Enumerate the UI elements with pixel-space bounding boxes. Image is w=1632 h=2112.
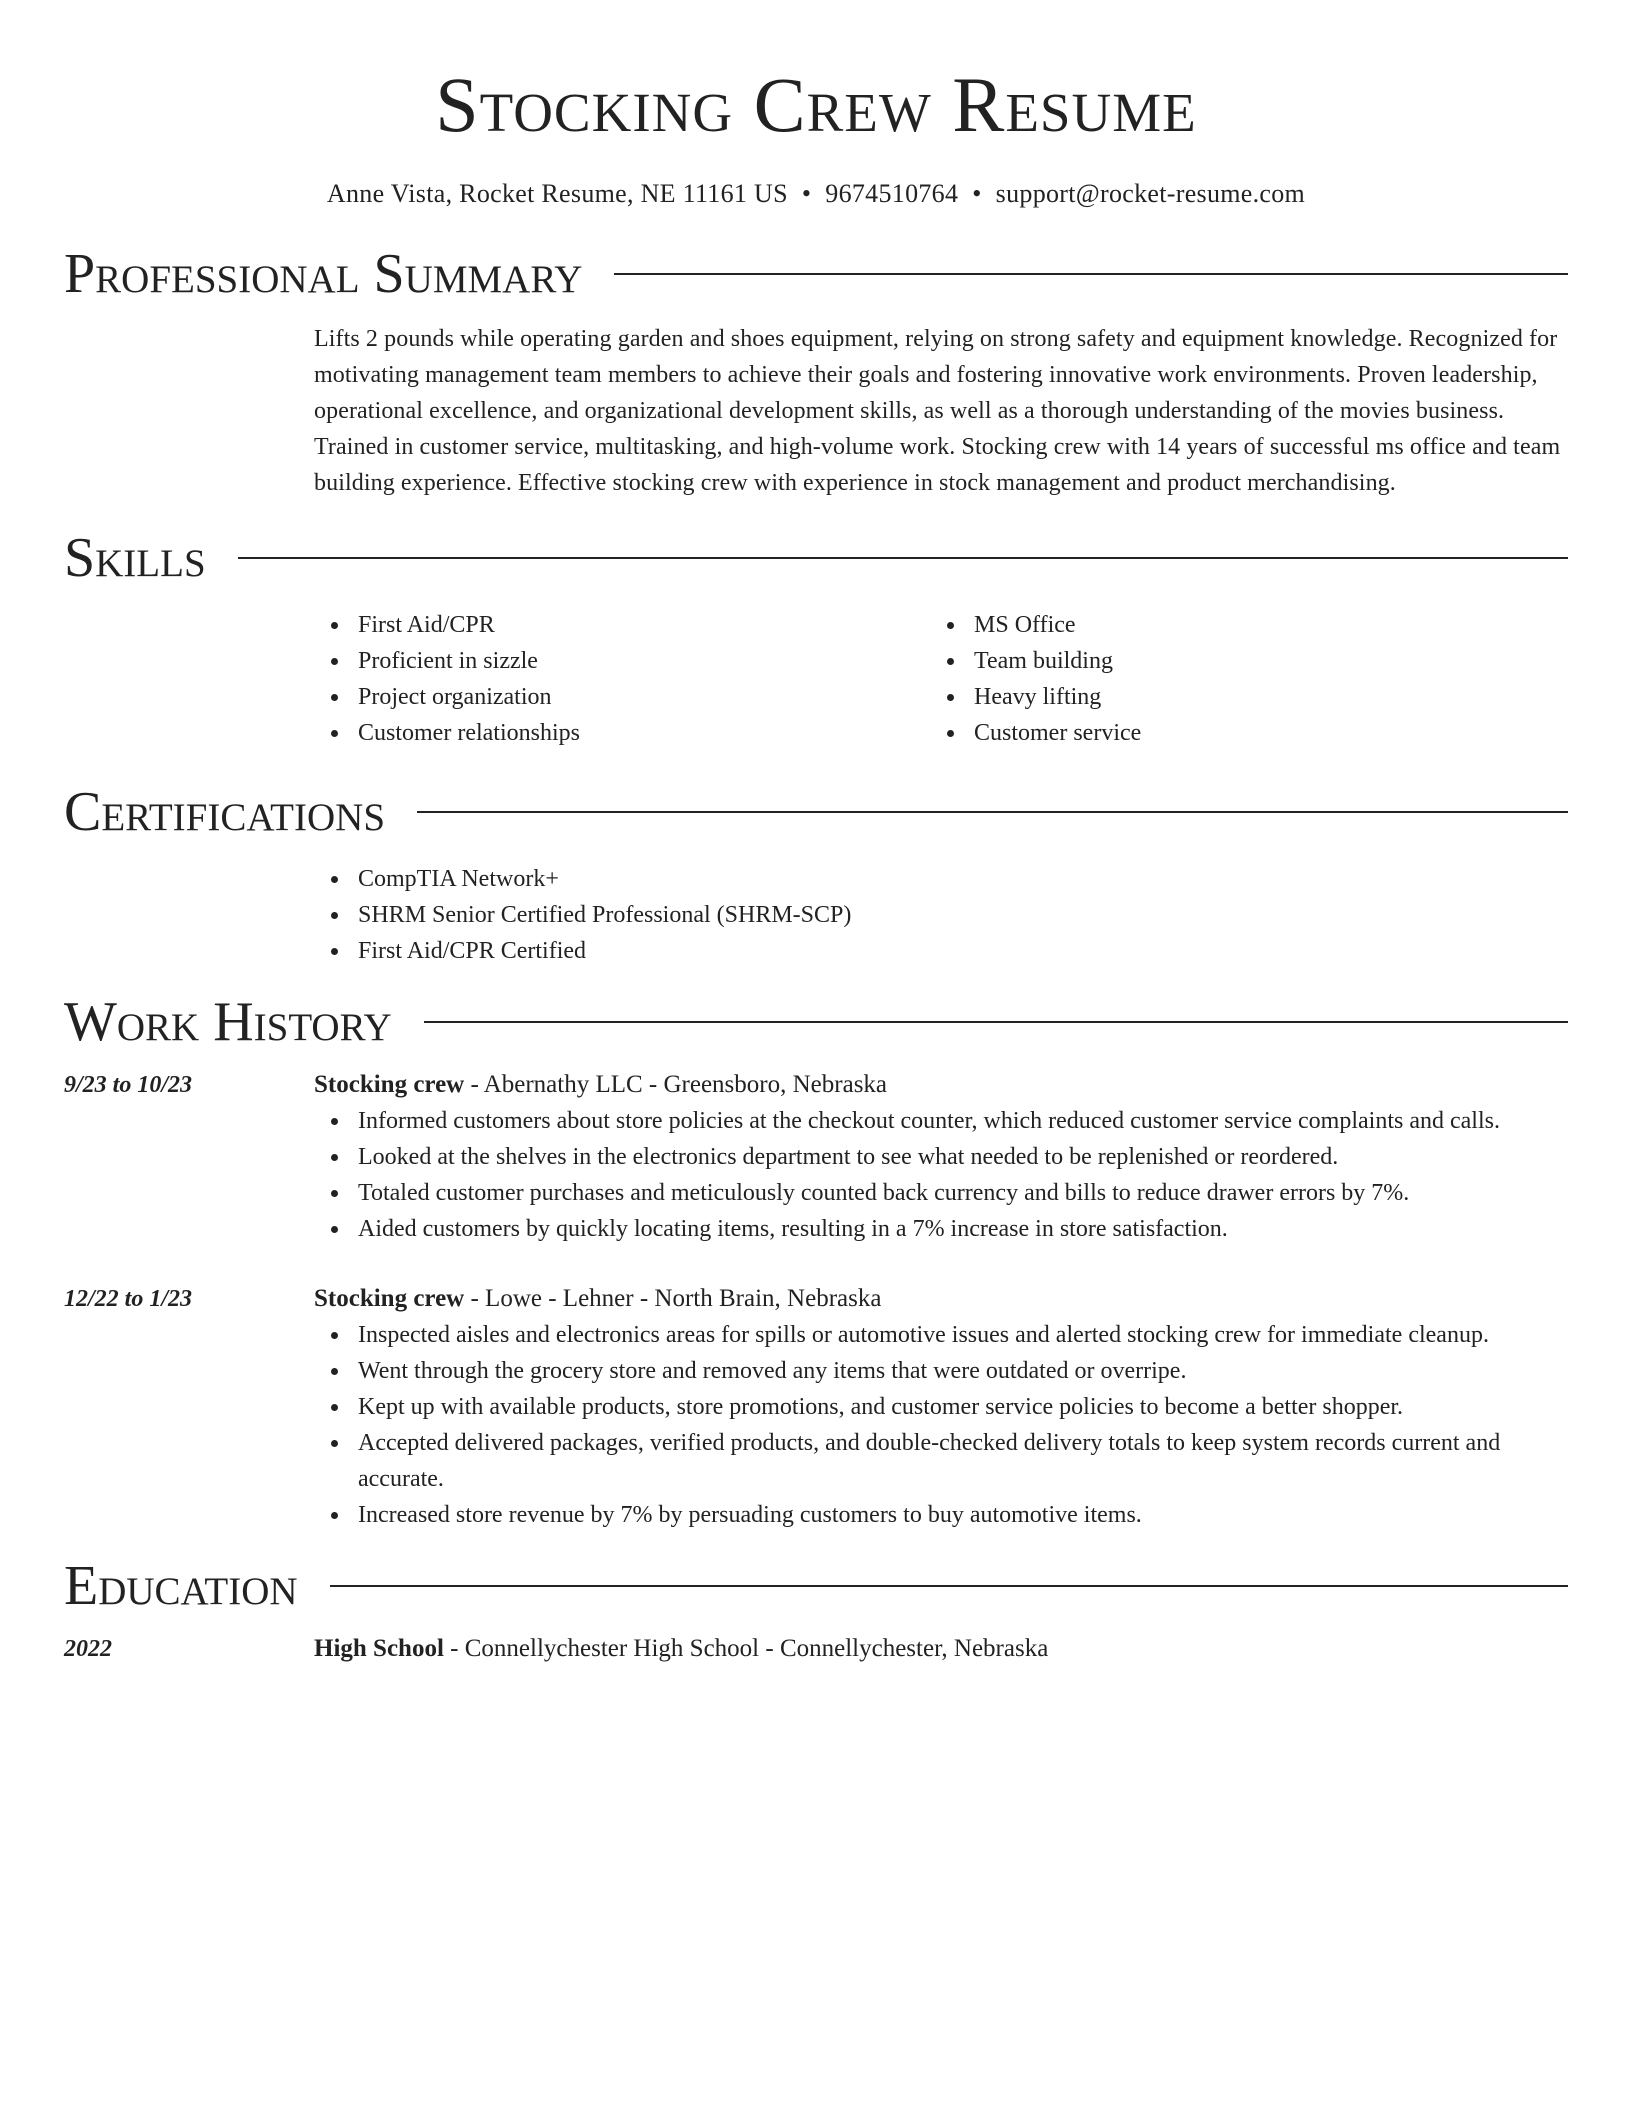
skill-item: First Aid/CPR [358, 607, 930, 643]
job-bullet: Inspected aisles and electronics areas for spills or automotive issues and alerted stocking crew for immediate cleanup. [358, 1317, 1568, 1353]
certification-item: CompTIA Network+ [358, 861, 1568, 897]
skills-list-left [314, 607, 930, 751]
education-header [64, 1555, 1568, 1618]
certification-item: First Aid/CPR Certified [358, 933, 1568, 969]
resume-page [64, 0, 1568, 1667]
job-bullet: Went through the grocery store and removed any items that were outdated or overripe. [358, 1353, 1568, 1389]
job-employer: - Lowe - Lehner - North Brain, Nebraska [464, 1285, 882, 1313]
education-heading: Education [64, 1555, 298, 1618]
certification-item: SHRM Senior Certified Professional (SHRM-SCP) [358, 897, 1568, 933]
education-entry [64, 1631, 1568, 1667]
skills-column-left [314, 607, 930, 751]
education-section [64, 1557, 1568, 1667]
summary-heading: Professional Summary [64, 243, 583, 306]
job-bullet: Kept up with available products, store promotions, and customer service policies to become a better shopper. [358, 1389, 1568, 1425]
skills-list-right [930, 607, 1546, 751]
skill-item: MS Office [974, 607, 1546, 643]
job-title: Stocking crew [314, 1285, 465, 1313]
job-heading [314, 1281, 1568, 1317]
skill-item: Customer service [974, 715, 1546, 751]
job-entry [64, 1067, 1568, 1247]
summary-text: Lifts 2 pounds while operating garden and shoes equipment, relying on strong safety and equipment knowledge. Recognized for motivating management team members to achieve their goals and fostering innovative work environments. Proven leadership, operational excellence, and organizational development skills, as well as a thorough understanding of the movies business. Trained in customer service, multitasking, and high-volume work. Stocking crew with 14 years of successful ms office and team building experience. Effective stocking crew with experience in stock management and product merchandising. [314, 326, 1561, 497]
certifications-header [64, 781, 1568, 844]
contact-separator: • [972, 179, 982, 208]
skills-column-right [930, 607, 1546, 751]
contact-address: Anne Vista, Rocket Resume, NE 11161 US [326, 179, 788, 208]
job-heading [314, 1067, 1568, 1103]
job-bullet: Totaled customer purchases and meticulously counted back currency and bills to reduce drawer errors by 7%. [358, 1175, 1568, 1211]
education-heading-line [314, 1631, 1568, 1667]
section-divider [614, 273, 1568, 275]
work-history-heading: Work History [64, 991, 392, 1054]
job-title: Stocking crew [314, 1071, 465, 1099]
contact-line [64, 178, 1568, 209]
education-dates: 2022 [64, 1636, 112, 1663]
summary-header [64, 243, 1568, 306]
section-divider [330, 1585, 1568, 1587]
summary-body [314, 321, 1568, 501]
work-history-header [64, 991, 1568, 1054]
job-entry [64, 1281, 1568, 1533]
job-bullet: Informed customers about store policies at the checkout counter, which reduced customer service complaints and calls. [358, 1103, 1568, 1139]
job-dates: 9/23 to 10/23 [64, 1072, 193, 1099]
section-divider [238, 557, 1568, 559]
skills-header [64, 527, 1568, 590]
job-details [314, 1281, 1568, 1533]
contact-separator: • [801, 179, 812, 208]
section-divider [417, 811, 1568, 813]
skills-section [64, 529, 1568, 751]
skills-heading: Skills [64, 527, 206, 590]
job-dates: 12/22 to 1/23 [64, 1286, 193, 1313]
page-title: Stocking Crew Resume [435, 61, 1197, 148]
skill-item: Customer relationships [358, 715, 930, 751]
contact-phone: 9674510764 [825, 179, 959, 208]
skill-item: Project organization [358, 679, 930, 715]
job-bullet: Looked at the shelves in the electronics department to see what needed to be replenished or reordered. [358, 1139, 1568, 1175]
education-school: - Connellychester High School - Connellychester, Nebraska [443, 1635, 1049, 1663]
job-bullets [314, 1103, 1568, 1247]
skills-grid [314, 607, 1568, 751]
certifications-heading: Certifications [64, 781, 386, 844]
section-divider [424, 1021, 1568, 1023]
work-history-section [64, 993, 1568, 1533]
certifications-list [314, 861, 1568, 969]
job-bullets [314, 1317, 1568, 1533]
skill-item: Proficient in sizzle [358, 643, 930, 679]
skill-item: Heavy lifting [974, 679, 1546, 715]
job-bullet: Aided customers by quickly locating items, resulting in a 7% increase in store satisfaction. [358, 1211, 1568, 1247]
skill-item: Team building [974, 643, 1546, 679]
contact-email: support@rocket-resume.com [995, 179, 1306, 208]
certifications-section [64, 783, 1568, 969]
summary-section [64, 245, 1568, 501]
certifications-body [314, 861, 1568, 969]
education-degree: High School [314, 1635, 444, 1663]
job-details [314, 1067, 1568, 1247]
job-employer: - Abernathy LLC - Greensboro, Nebraska [464, 1071, 888, 1099]
job-bullet: Accepted delivered packages, verified products, and double-checked delivery totals to keep system records current and accurate. [358, 1425, 1568, 1497]
education-details [314, 1631, 1568, 1667]
job-bullet: Increased store revenue by 7% by persuading customers to buy automotive items. [358, 1497, 1568, 1533]
